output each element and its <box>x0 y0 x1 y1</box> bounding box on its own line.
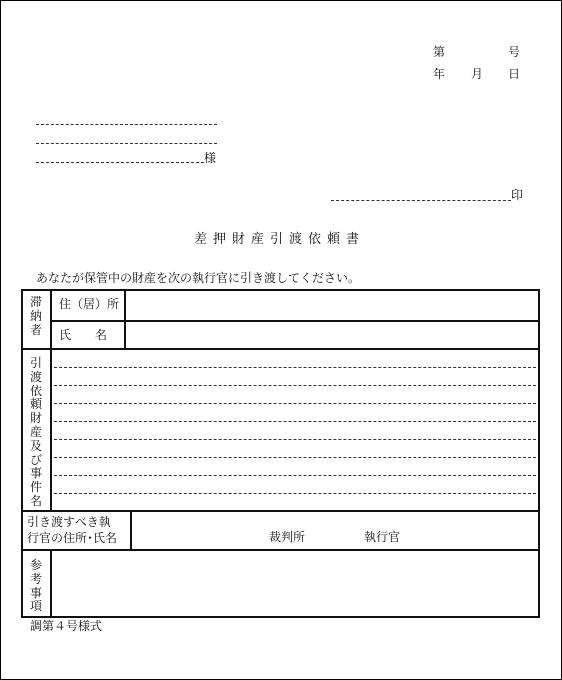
officer-text: 執行官 <box>364 530 401 544</box>
col-divider-property <box>50 348 52 511</box>
number-suffix: 号 <box>508 45 521 59</box>
officer-label-line1: 引き渡すべき執 <box>27 515 111 529</box>
property-line-5 <box>54 439 536 440</box>
row-divider-officer <box>21 549 540 551</box>
form-number: 調第４号様式 <box>30 619 103 633</box>
seal-mark: 印 <box>511 188 524 202</box>
property-line-8 <box>54 493 536 494</box>
col-divider-officer <box>130 510 132 550</box>
number-prefix: 第 <box>433 45 446 59</box>
property-line-7 <box>54 475 536 476</box>
date-year: 年 <box>433 67 446 81</box>
addressee-line-1 <box>36 124 217 125</box>
date-month: 月 <box>471 67 484 81</box>
court-text: 裁判所 <box>269 530 306 544</box>
col-divider-label <box>124 289 126 349</box>
name-label: 氏 名 <box>59 328 108 342</box>
date-day: 日 <box>508 67 521 81</box>
addressee-line-2 <box>36 143 217 144</box>
intro-text: あなたが保管中の財産を次の執行官に引き渡してください。 <box>36 271 361 285</box>
remarks-label: 参考事項 <box>29 558 42 614</box>
row-divider-delinquent <box>21 348 540 350</box>
delinquent-label: 滞納者 <box>29 295 42 337</box>
col-divider-remarks <box>50 549 52 618</box>
property-line-6 <box>54 457 536 458</box>
sender-line <box>331 200 511 201</box>
property-line-1 <box>54 367 536 368</box>
row-divider-property <box>21 510 540 512</box>
property-line-4 <box>54 421 536 422</box>
col-divider-delinquent <box>50 289 52 349</box>
address-label: 住（居）所 <box>59 297 120 311</box>
property-line-3 <box>54 403 536 404</box>
addressee-line-3 <box>36 162 204 163</box>
property-line-2 <box>54 385 536 386</box>
property-label: 引渡依頼財産及び事件名 <box>29 356 42 508</box>
document-title: 差押財産引渡依頼書 <box>194 232 366 247</box>
addressee-honorific: 様 <box>204 151 217 165</box>
officer-label-line2: 行官の住所･氏名 <box>27 531 118 545</box>
